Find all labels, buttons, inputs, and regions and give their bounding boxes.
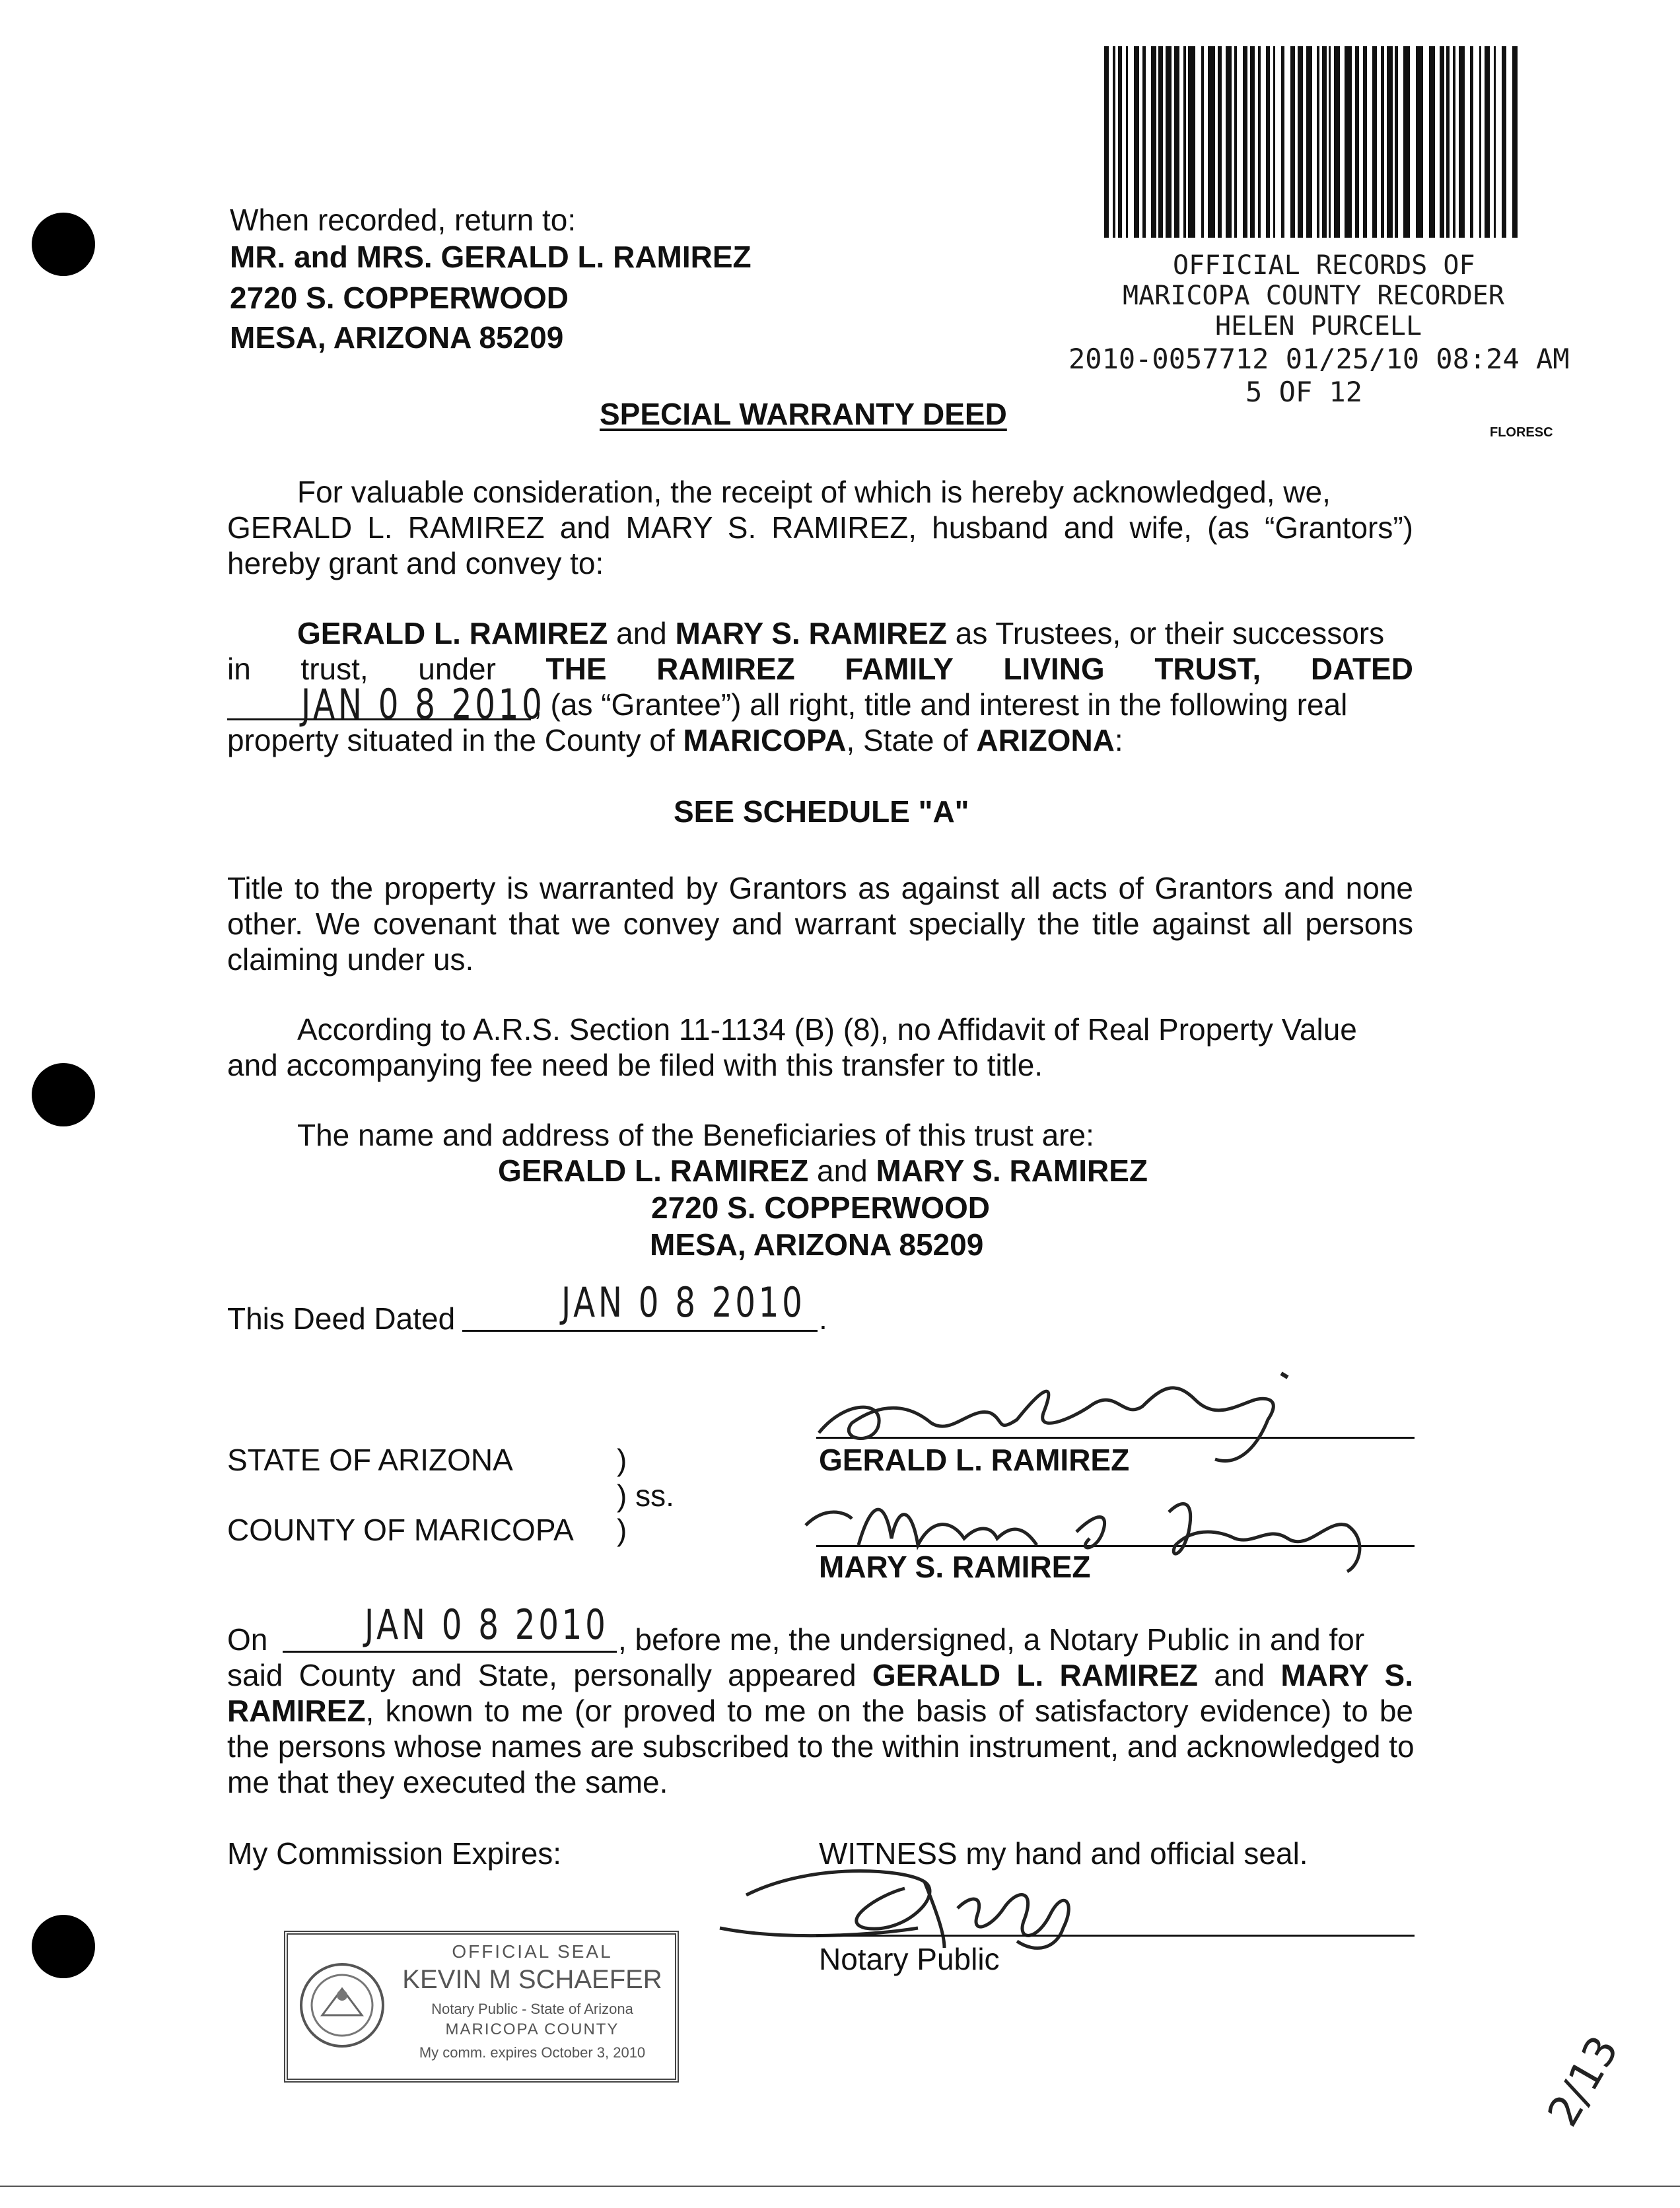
grantee-name-1: GERALD L. RAMIREZ bbox=[297, 616, 608, 650]
state-seal-icon bbox=[296, 1943, 388, 2068]
barcode-bar bbox=[1355, 46, 1359, 238]
ack-line5: me that they executed the same. bbox=[227, 1765, 668, 1799]
notary-signature-line bbox=[816, 1935, 1415, 1937]
barcode-bar bbox=[1218, 46, 1222, 238]
barcode-bar bbox=[1479, 46, 1481, 238]
ack-date-underline bbox=[283, 1651, 617, 1653]
text: and bbox=[1198, 1658, 1281, 1692]
ack-line4: the persons whose names are subscribed to the within instrument, and acknowledged to bbox=[227, 1729, 1415, 1764]
barcode-bar bbox=[1258, 46, 1261, 238]
venue-paren: ) bbox=[617, 1513, 627, 1547]
word: in bbox=[227, 652, 251, 686]
barcode-bar bbox=[1512, 46, 1518, 238]
conjunction: and bbox=[615, 616, 667, 650]
barcode-bar bbox=[1459, 46, 1465, 238]
appearer-1: GERALD L. RAMIREZ bbox=[872, 1658, 1199, 1692]
punch-hole bbox=[32, 213, 95, 276]
barcode-bar bbox=[1266, 46, 1270, 238]
state-name: ARIZONA bbox=[976, 723, 1115, 757]
barcode-bar bbox=[1429, 46, 1435, 238]
ack-date-handwritten: JAN 0 8 2010 bbox=[365, 1601, 609, 1649]
text: said County and State, personally appeared bbox=[227, 1658, 872, 1692]
barcode-bar bbox=[1440, 46, 1444, 238]
trust-name-word: FAMILY bbox=[845, 652, 954, 686]
barcode-bar bbox=[1387, 46, 1393, 238]
barcode-bar bbox=[1334, 46, 1340, 238]
beneficiary-2: MARY S. RAMIREZ bbox=[876, 1154, 1148, 1188]
trust-name-word: THE bbox=[545, 652, 607, 686]
recorder-stamp-line2: MARICOPA COUNTY RECORDER bbox=[1123, 281, 1504, 311]
barcode-bar bbox=[1453, 46, 1455, 238]
seal-line2: KEVIN M SCHAEFER bbox=[402, 1965, 662, 1994]
commission-expires-label: My Commission Expires: bbox=[227, 1836, 562, 1871]
signature-1-icon bbox=[806, 1360, 1347, 1479]
barcode-bar bbox=[1183, 46, 1186, 238]
barcode-bar bbox=[1485, 46, 1490, 238]
page-title: SPECIAL WARRANTY DEED bbox=[600, 397, 1007, 431]
deed-dated-period: . bbox=[819, 1301, 827, 1336]
signer-2-name: MARY S. RAMIREZ bbox=[819, 1550, 1091, 1584]
barcode-bar bbox=[1416, 46, 1423, 238]
recorder-stamp-line4: 2010-0057712 01/25/10 08:24 AM bbox=[1068, 343, 1570, 375]
barcode-bar bbox=[1134, 46, 1139, 238]
para2-line3: , (as “Grantee”) all right, title and interest in the following real bbox=[534, 687, 1348, 722]
notary-public-label: Notary Public bbox=[819, 1942, 1000, 1976]
para2-line1-rest: as Trustees, or their successors bbox=[955, 616, 1385, 650]
barcode-bar bbox=[1306, 46, 1312, 238]
barcode-bar bbox=[1104, 46, 1109, 238]
barcode-bar bbox=[1273, 46, 1275, 238]
barcode-bar bbox=[1250, 46, 1255, 238]
barcode-bar bbox=[1243, 46, 1247, 238]
barcode-bar bbox=[1372, 46, 1377, 238]
para3-line3: claiming under us. bbox=[227, 942, 474, 977]
barcode-bar bbox=[1403, 46, 1410, 238]
return-to-label: When recorded, return to: bbox=[230, 203, 577, 237]
barcode-bar bbox=[1113, 46, 1115, 238]
ack-line2 bbox=[227, 1657, 1413, 1693]
ack-line1: , before me, the undersigned, a Notary Public in and for bbox=[618, 1622, 1365, 1657]
barcode-bar bbox=[1322, 46, 1327, 238]
barcode-bar bbox=[1502, 46, 1506, 238]
beneficiaries-intro: The name and address of the Beneficiaries of this trust are: bbox=[297, 1118, 1094, 1152]
recorder-stamp-line1: OFFICIAL RECORDS OF bbox=[1173, 250, 1475, 281]
appearer-2: RAMIREZ bbox=[227, 1694, 366, 1728]
text: , known to me (or proved to me on the basis of satisfactory evidence) to be bbox=[365, 1694, 1413, 1728]
recorder-stamp-line3: HELEN PURCELL bbox=[1215, 311, 1422, 341]
seal-line5: My comm. expires October 3, 2010 bbox=[419, 2044, 646, 2061]
grantee-name-2: MARY S. RAMIREZ bbox=[675, 616, 947, 650]
text: , State of bbox=[846, 723, 977, 757]
venue-ss: ) ss. bbox=[617, 1478, 674, 1513]
barcode-bar bbox=[1494, 46, 1496, 238]
barcode-bar bbox=[1234, 46, 1237, 238]
return-to-city: MESA, ARIZONA 85209 bbox=[230, 320, 564, 355]
barcode-icon bbox=[1102, 46, 1522, 238]
trust-name-word: RAMIREZ bbox=[656, 652, 795, 686]
trust-date-handwritten: JAN 0 8 2010 bbox=[301, 680, 545, 728]
county-name: MARICOPA bbox=[683, 723, 847, 757]
beneficiaries-names bbox=[498, 1153, 1148, 1189]
deed-date-handwritten: JAN 0 8 2010 bbox=[561, 1278, 806, 1327]
barcode-bar bbox=[1126, 46, 1128, 238]
venue-state: STATE OF ARIZONA bbox=[227, 1443, 513, 1477]
barcode-bar bbox=[1345, 46, 1352, 238]
conjunction: and bbox=[816, 1154, 868, 1188]
recorder-stamp-line5: 5 OF 12 bbox=[1245, 376, 1363, 408]
barcode-bar bbox=[1158, 46, 1163, 238]
para1-line1: For valuable consideration, the receipt of which is hereby acknowledged, we, bbox=[297, 475, 1331, 509]
para1-line3: hereby grant and convey to: bbox=[227, 546, 604, 580]
barcode-bar bbox=[1174, 46, 1179, 238]
para4-line1: According to A.R.S. Section 11-1134 (B) (8), no Affidavit of Real Property Value bbox=[297, 1012, 1357, 1047]
venue-paren: ) bbox=[617, 1443, 627, 1477]
beneficiaries-street: 2720 S. COPPERWOOD bbox=[651, 1190, 990, 1225]
barcode-bar bbox=[1290, 46, 1295, 238]
trust-name-word: LIVING bbox=[1003, 652, 1105, 686]
barcode-bar bbox=[1151, 46, 1156, 238]
punch-hole bbox=[32, 1915, 95, 1978]
ack-on: On bbox=[227, 1622, 268, 1657]
barcode-bar bbox=[1281, 46, 1284, 238]
barcode-bar bbox=[1446, 46, 1450, 238]
deed-date-underline bbox=[462, 1330, 818, 1332]
barcode-bar bbox=[1118, 46, 1122, 238]
barcode-bar bbox=[1381, 46, 1384, 238]
barcode-bar bbox=[1142, 46, 1146, 238]
page-mark-handwritten: 2/13 bbox=[1539, 2028, 1628, 2135]
trust-name-word: TRUST, bbox=[1154, 652, 1261, 686]
appearer-2: MARY S. bbox=[1280, 1658, 1413, 1692]
witness-statement: WITNESS my hand and official seal. bbox=[819, 1836, 1308, 1871]
deed-dated-label: This Deed Dated bbox=[227, 1301, 456, 1336]
para3-line1: Title to the property is warranted by Grantors as against all acts of Grantors and none bbox=[227, 871, 1413, 905]
barcode-bar bbox=[1317, 46, 1319, 238]
para3-line2: other. We covenant that we convey and warrant specially the title against all persons bbox=[227, 907, 1413, 941]
barcode-bar bbox=[1298, 46, 1303, 238]
barcode-bar bbox=[1226, 46, 1232, 238]
barcode-bar bbox=[1208, 46, 1215, 238]
notary-seal bbox=[284, 1931, 679, 2083]
punch-hole bbox=[32, 1063, 95, 1126]
barcode-bar bbox=[1329, 46, 1331, 238]
barcode-bar bbox=[1470, 46, 1473, 238]
para2-line1 bbox=[297, 615, 1384, 651]
barcode-bar bbox=[1363, 46, 1367, 238]
venue-county: COUNTY OF MARICOPA bbox=[227, 1513, 574, 1547]
beneficiary-1: GERALD L. RAMIREZ bbox=[498, 1154, 809, 1188]
signer-1-name: GERALD L. RAMIREZ bbox=[819, 1443, 1130, 1477]
bottom-rule bbox=[0, 2186, 1680, 2187]
barcode-bar bbox=[1188, 46, 1195, 238]
para4-line2: and accompanying fee need be filed with this transfer to title. bbox=[227, 1048, 1043, 1082]
para1-line2: GERALD L. RAMIREZ and MARY S. RAMIREZ, husband and wife, (as “Grantors”) bbox=[227, 510, 1413, 545]
barcode-bar bbox=[1201, 46, 1204, 238]
seal-line1: OFFICIAL SEAL bbox=[452, 1941, 613, 1962]
seal-line4: MARICOPA COUNTY bbox=[445, 2020, 619, 2038]
schedule-reference: SEE SCHEDULE "A" bbox=[674, 794, 969, 829]
para2-line4 bbox=[227, 722, 1123, 758]
beneficiaries-city: MESA, ARIZONA 85209 bbox=[650, 1227, 984, 1262]
return-to-name: MR. and MRS. GERALD L. RAMIREZ bbox=[230, 240, 752, 274]
signature-2-icon bbox=[799, 1486, 1407, 1585]
ack-line3 bbox=[227, 1693, 1413, 1729]
text: property situated in the County of bbox=[227, 723, 683, 757]
seal-line3: Notary Public - State of Arizona bbox=[431, 2001, 633, 2017]
barcode-bar bbox=[1166, 46, 1172, 238]
word: trust, bbox=[300, 652, 368, 686]
word: under bbox=[418, 652, 496, 686]
text: : bbox=[1114, 723, 1123, 757]
barcode-bar bbox=[1395, 46, 1398, 238]
recorder-clerk: FLORESC bbox=[1490, 425, 1553, 440]
return-to-street: 2720 S. COPPERWOOD bbox=[230, 281, 569, 315]
trust-name-word: DATED bbox=[1310, 652, 1413, 686]
